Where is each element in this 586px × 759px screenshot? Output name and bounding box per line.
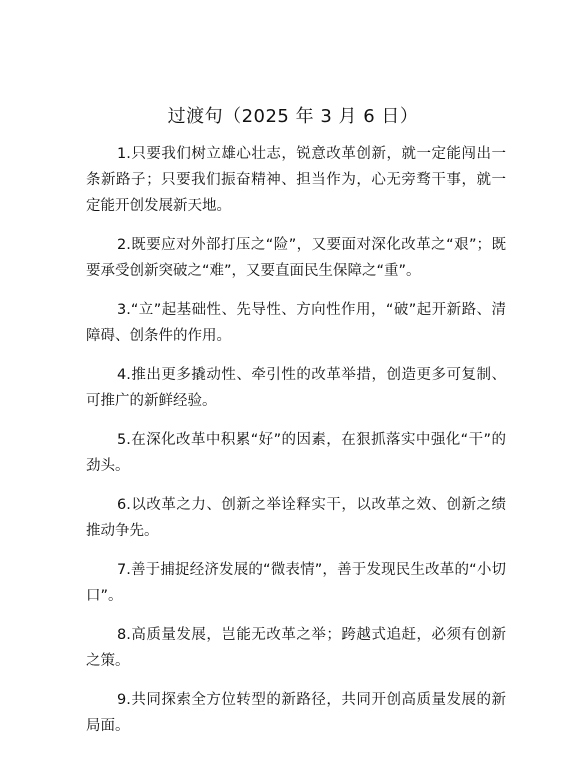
list-item: 6.以改革之力、创新之举诠释实干，以改革之效、创新之绩推动争先。 xyxy=(86,497,506,539)
document-title: 过渡句（2025 年 3 月 6 日） xyxy=(167,106,419,127)
list-item: 3.“立”起基础性、先导性、方向性作用，“破”起开新路、清障碍、创条件的作用。 xyxy=(86,302,506,344)
list-item: 7.善于捕捉经济发展的“微表情”，善于发现民生改革的“小切口”。 xyxy=(86,562,506,604)
list-item: 4.推出更多撬动性、牵引性的改革举措，创造更多可复制、可推广的新鲜经验。 xyxy=(86,367,506,409)
list-item: 9.共同探索全方位转型的新路径，共同开创高质量发展的新局面。 xyxy=(86,692,506,734)
list-item: 1.只要我们树立雄心壮志，锐意改革创新，就一定能闯出一条新路子；只要我们振奋精神、担当作为，心无旁骛干事，就一定能开创发展新天地。 xyxy=(86,146,506,214)
item-list xyxy=(86,141,506,752)
list-item: 5.在深化改革中积累“好”的因素，在狠抓落实中强化“干”的劲头。 xyxy=(86,432,506,474)
list-item: 8.高质量发展，岂能无改革之举；跨越式追赶，必须有创新之策。 xyxy=(86,627,506,669)
list-item: 2.既要应对外部打压之“险”，又要面对深化改革之“艰”；既要承受创新突破之“难”，又要直面民生保障之“重”。 xyxy=(86,237,506,279)
